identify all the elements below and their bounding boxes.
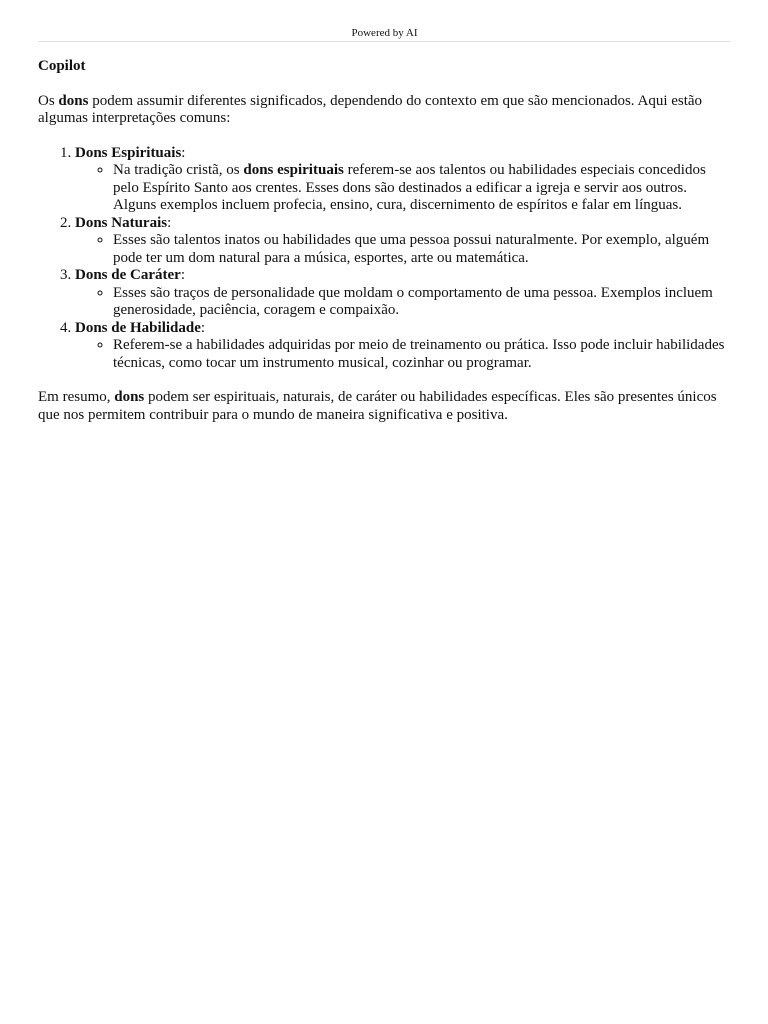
item-detail-list [75,162,731,215]
item-detail: ◦ Esses são talentos inatos ou habilidades que uma pessoa possui naturalmente. Por exemplo, alguém pode ter um dom natural para a música, esportes, arte ou matemática. [113,232,731,267]
item-detail-end: referem-se aos talentos ou habilidades especiais concedidos pelo Espírito Santo aos crentes. Esses dons são destinados a edificar a igreja e servir aos outros. Alguns exemplos incluem profecia, ensino, cura, discernimento de espíritos e falar em línguas. [113,162,706,213]
intro-text-start: Os [38,92,59,109]
intro-text-end: podem assumir diferentes significados, dependendo do contexto em que são mencionados. Aqui estão algumas interpretações comuns: [38,92,703,126]
list-item [75,145,731,215]
list-item [75,267,731,320]
item-detail-list [75,232,731,267]
item-heading-colon: : [167,214,172,231]
powered-by-header: Powered by AI [351,27,418,39]
item-heading: Dons Espirituais [75,144,182,161]
item-detail-bold: dons espirituais [243,162,344,178]
intro-paragraph [38,93,731,128]
item-detail: ◦ Esses são traços de personalidade que moldam o comportamento de uma pessoa. Exemplos incluem generosidade, paciência, coragem e compaixão. [113,285,731,320]
summary-bold-term: dons [114,389,145,405]
item-detail [113,162,731,215]
document-body [38,58,731,424]
item-heading: Dons de Caráter [75,267,181,283]
summary-paragraph [38,389,731,424]
item-detail: ◦ Referem-se a habilidades adquiridas por meio de treinamento ou prática. Isso pode incluir habilidades técnicas, como tocar um instrumento musical, cozinhar ou programar. [113,337,731,372]
summary-text-end: podem ser espirituais, naturais, de caráter ou habilidades específicas. Eles são presentes únicos que nos permitem contribuir para o mundo de maneira significativa e positiva. [38,389,717,423]
summary-text-start: Em resumo, [38,389,115,405]
header-divider [38,41,731,42]
item-heading: Dons de Habilidade [75,319,201,336]
item-detail-list [75,337,731,372]
list-item [75,320,731,373]
item-detail-start: Na tradição cristã, os [113,162,244,178]
item-detail-list [75,285,731,320]
item-heading-colon: : [180,267,185,283]
list-item [75,215,731,268]
intro-bold-term: dons [58,92,89,109]
document-title: Copilot [38,58,86,74]
item-heading: Dons Naturais [75,214,168,231]
item-heading-colon: : [181,144,186,161]
item-heading-colon: : [200,319,206,336]
interpretations-list [38,145,731,373]
